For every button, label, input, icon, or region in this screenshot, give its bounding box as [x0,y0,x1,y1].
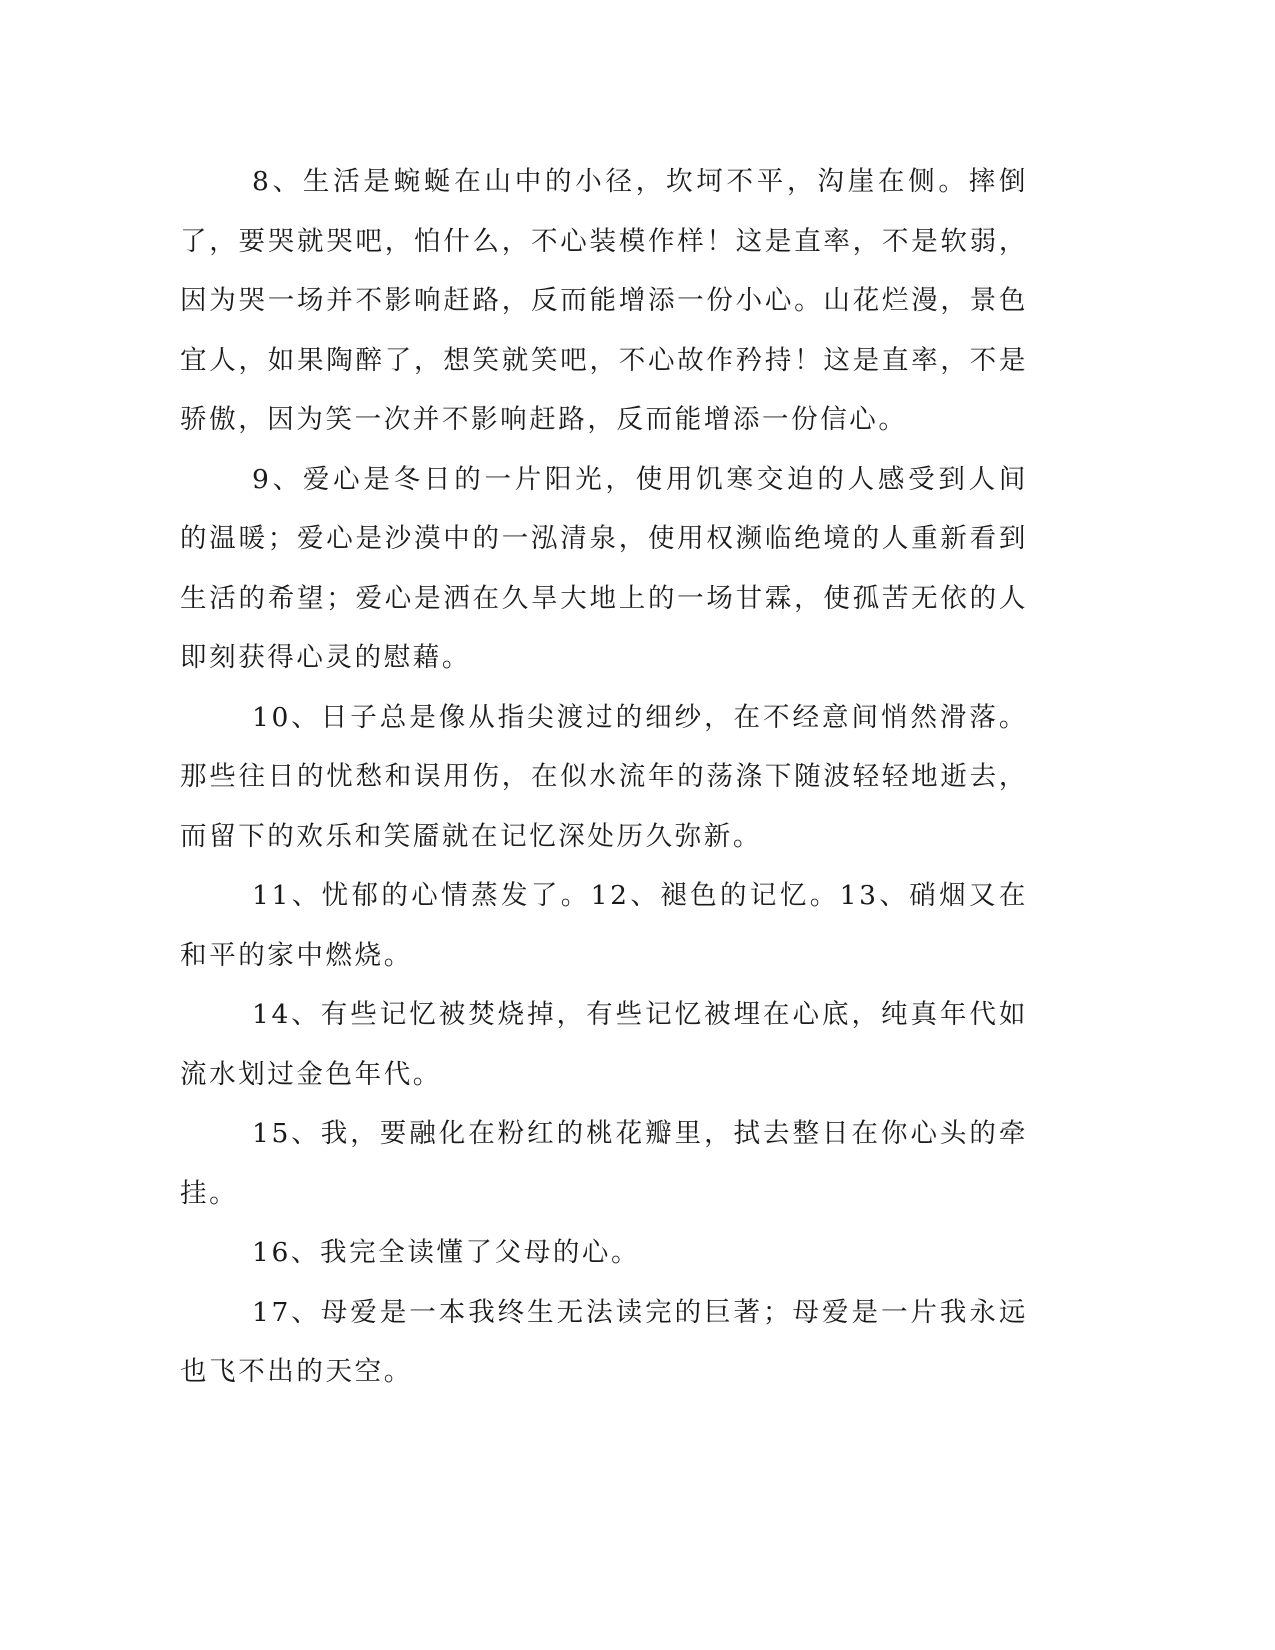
paragraph-17: 17、母爱是一本我终生无法读完的巨著；母爱是一片我永远也飞不出的天空。 [180,1296,1028,1387]
paragraph-10: 10、日子总是像从指尖渡过的细纱，在不经意间悄然滑落。那些往日的忧愁和误用伤，在似水流年的荡涤下随波轻轻地逝去，而留下的欢乐和笑靥就在记忆深处历久弥新。 [180,701,1028,852]
paragraph-15: 15、我，要融化在粉红的桃花瓣里，拭去整日在你心头的牵挂。 [180,1118,1028,1209]
paragraph-14: 14、有些记忆被焚烧掉，有些记忆被埋在心底，纯真年代如流水划过金色年代。 [180,999,1028,1090]
document-body [180,152,1028,1402]
paragraph-9: 9、爱心是冬日的一片阳光，使用饥寒交迫的人感受到人间的温暖；爱心是沙漠中的一泓清泉，使用权濒临绝境的人重新看到生活的希望；爱心是洒在久旱大地上的一场甘霖，使孤苦无依的人即刻获得心灵的慰藉。 [180,463,1028,673]
paragraph-8: 8、生活是蜿蜒在山中的小径，坎坷不平，沟崖在侧。摔倒了，要哭就哭吧，怕什么，不心装模作样！这是直率，不是软弱，因为哭一场并不影响赶路，反而能增添一份小心。山花烂漫，景色宜人，如果陶醉了，想笑就笑吧，不心故作矜持！这是直率，不是骄傲，因为笑一次并不影响赶路，反而能增添一份信心。 [180,166,1028,435]
paragraph-16: 16、我完全读懂了父母的心。 [252,1237,641,1268]
paragraph-11-13: 11、忧郁的心情蒸发了。12、褪色的记忆。13、硝烟又在和平的家中燃烧。 [180,880,1028,971]
